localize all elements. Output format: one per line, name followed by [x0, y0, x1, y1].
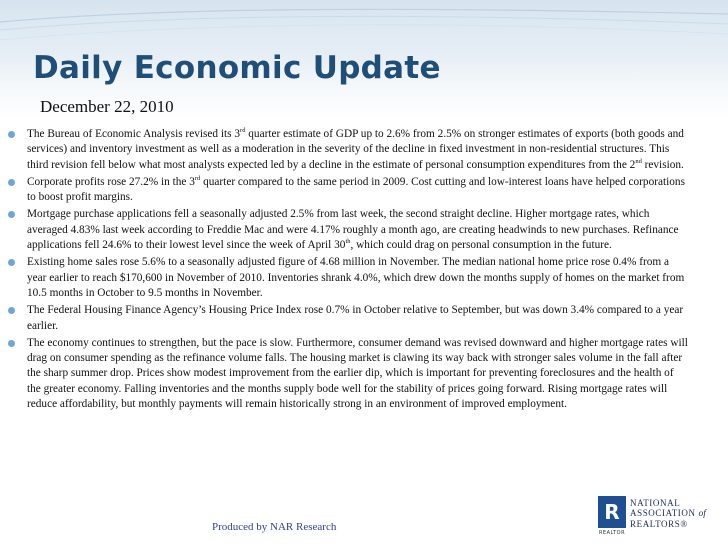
logo-mark-subtitle: REALTOR — [598, 530, 626, 536]
logo-line-2: ASSOCIATION — [630, 508, 696, 518]
bullet-text: quarter compared to the same period in 2009. Cost cutting and low-interest loans have helped corporations to boost profit margins. — [27, 175, 685, 204]
bullet-item — [6, 175, 688, 206]
ordinal-suffix: rd — [240, 127, 246, 135]
bullet-text: Corporate profits rose 27.2% in the 3 — [27, 175, 195, 188]
bullet-dot-icon — [8, 340, 15, 347]
realtor-r-icon: R — [598, 496, 626, 528]
logo-wordmark — [630, 498, 706, 529]
bullet-text: Existing home sales rose 5.6% to a seasonally adjusted figure of 4.68 million in November. The median national home price rose 0.4% from a year earlier to reach $170,600 in November of 2010. Inventories shrank 4.0%, which drew down the months supply of homes on the market from 10.5 months in October to 9.5 months in November. — [27, 256, 685, 299]
bullet-text: The Federal Housing Finance Agency’s Housing Price Index rose 0.7% in October relative to September, but was down 3.4% compared to a year earlier. — [27, 304, 684, 332]
page-title: Daily Economic Update — [33, 50, 441, 86]
bullet-dot-icon — [8, 211, 15, 218]
ordinal-suffix: rd — [194, 175, 201, 183]
bullet-item — [6, 336, 688, 412]
bullet-text: , which could drag on personal consumption in the future. — [350, 239, 612, 252]
logo-line-2-of: of — [698, 509, 706, 519]
bullet-text: The Bureau of Economic Analysis revised its 3 — [27, 128, 241, 140]
bullet-text: revision. — [641, 158, 684, 171]
footer-credit: Produced by NAR Research — [212, 521, 337, 533]
bullet-dot-icon — [8, 131, 15, 138]
bullet-dot-icon — [8, 179, 15, 186]
bullet-item — [6, 303, 688, 334]
logo-line-1: NATIONAL — [630, 498, 681, 508]
bullet-dot-icon — [8, 307, 15, 314]
bullet-text: The economy continues to strengthen, but the pace is slow. Furthermore, consumer demand was revised downward and higher mortgage rates will drag on consumer spending as the refinance volume falls. The housing market is clawing its way back with stronger sales volume in the fall after the sharp summer drop. Prices show modest improvement from the earlier dip, which is important for preventing foreclosures and the health of the greater economy. Falling inventories and the months supply bode well for the stability of prices going forward. Rising mortgage rates will reduce affordability, but monthly payments will remain historically strong in an environment of improved employment. — [27, 336, 688, 411]
logo-line-3: REALTORS® — [630, 519, 688, 529]
bullet-item — [6, 127, 688, 173]
ordinal-suffix: th — [345, 238, 351, 246]
bullet-text: Mortgage purchase applications fell a seasonally adjusted 2.5% from last week, the second straight decline. Higher mortgage rates, which averaged 4.83% last week according to Freddie Mac and were 4.17% roughly a month ago, are creating headwinds to new purchases. Refinance applications fell 24.6% to their lowest level since the week of April 30 — [27, 208, 679, 252]
bullet-dot-icon — [8, 259, 15, 266]
bullet-item — [6, 255, 688, 301]
ordinal-suffix: nd — [635, 157, 642, 165]
bullet-item — [6, 207, 688, 253]
bullet-text: quarter estimate of GDP up to 2.6% from 2.5% on stronger estimates of exports (both goods and services) and inventory investment as well as a moderation in the severity of the decline in fixed investment in non-residential structures. This third revision fell below what most analysts expected led by a decline in the estimate of personal consumption expenditures from the 2 — [27, 128, 684, 171]
nar-logo — [598, 496, 726, 538]
report-date: December 22, 2010 — [40, 97, 174, 116]
bullet-list — [6, 127, 688, 414]
